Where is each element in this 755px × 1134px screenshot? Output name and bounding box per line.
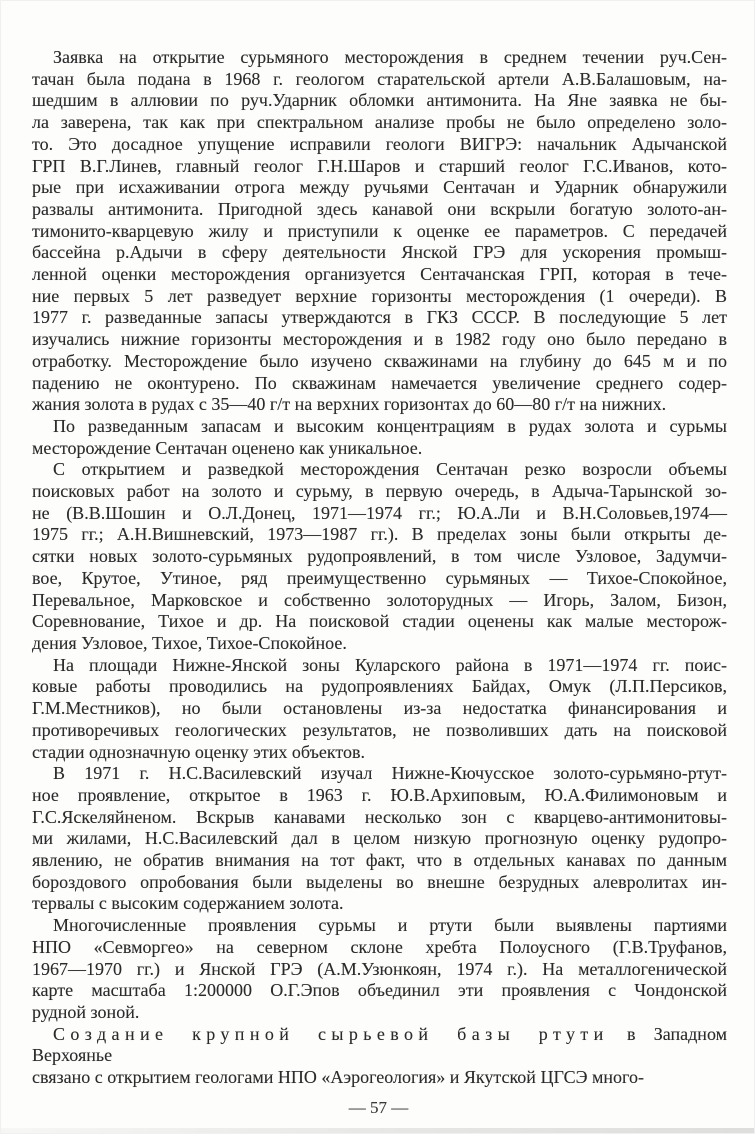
text-line: дения Узловое, Тихое, Тихое-Спокойное. bbox=[32, 632, 347, 653]
paragraph bbox=[32, 655, 727, 764]
text-line: ла заверена, так как при спектральном анализе пробы не было определено золо- bbox=[32, 112, 727, 133]
text-line: Перевальное, Марковское и собственно золоторудных — Игорь, Залом, Бизон, bbox=[32, 589, 727, 610]
text-line: НПО «Севморгео» на северном склоне хребта Полоусного (Г.В.Труфанов, bbox=[32, 936, 727, 957]
text-line: тачан была подана в 1968 г. геологом старательской артели А.В.Балашовым, на- bbox=[32, 68, 727, 89]
letterspaced-text: Создание крупной сырьевой базы ртути bbox=[53, 1023, 609, 1044]
text-line: ми жилами, Н.С.Василевский дал в целом низкую прогнозную оценку рудопро- bbox=[32, 828, 727, 849]
text-line: рудной зоной. bbox=[32, 1001, 140, 1022]
text-line: ние первых 5 лет разведует верхние горизонты месторождения (1 очереди). В bbox=[32, 285, 727, 306]
text-line: то. Это досадное упущение исправили геологи ВИГРЭ: начальник Адычанской bbox=[32, 133, 727, 154]
paragraph bbox=[32, 47, 727, 416]
text-line: Многочисленные проявления сурьмы и ртути были выявлены партиями bbox=[53, 915, 727, 936]
text-line: карте масштаба 1:200000 О.Г.Эпов объединил эти проявления с Чондонской bbox=[32, 980, 727, 1001]
text-line: 1967—1970 гг.) и Янской ГРЭ (А.М.Узюнкоян, 1974 г.). На металлогенической bbox=[32, 958, 727, 979]
paragraph bbox=[32, 416, 727, 459]
page-number: — 57 — bbox=[348, 1097, 409, 1117]
text-line: поисковых работ на золото и сурьму, в первую очередь, в Адыча-Тарынской зо- bbox=[32, 481, 727, 502]
text-line: противоречивых геологических результатов, не позволивших дать на поисковой bbox=[32, 719, 727, 740]
text-line: На площади Нижне-Янской зоны Куларского района в 1971—1974 гг. поис- bbox=[53, 654, 727, 675]
text-line: тимонито-кварцевую жилу и приступили к оценке ее параметров. С передачей bbox=[32, 220, 727, 241]
text-line: Г.С.Яскеляйненом. Вскрыв канавами несколько зон с кварцево-антимонитовы- bbox=[32, 806, 727, 827]
text-line: ное проявление, открытое в 1963 г. Ю.В.Архиповым, Ю.А.Филимоновым и bbox=[32, 784, 727, 805]
text-line: шедшим в аллювии по руч.Ударник обломки антимонита. На Яне заявка не бы- bbox=[32, 90, 727, 111]
text-line: сятки новых золото-сурьмяных рудопроявлений, в том числе Узловое, Задумчи- bbox=[32, 546, 727, 567]
text-line: тервалы с высоким содержанием золота. bbox=[32, 893, 344, 914]
text-line: Соревнование, Тихое и др. На поисковой стадии оценены как малые месторож- bbox=[32, 611, 727, 632]
text-line: По разведанным запасам и высоким концентрациям в рудах золота и сурьмы bbox=[53, 415, 727, 436]
text-line: бороздового опробования были выделены во внешне безрудных алевролитах ин- bbox=[32, 871, 727, 892]
page-text bbox=[32, 47, 727, 1089]
text-line: ковые работы проводились на рудопроявлениях Байдах, Омук (Л.П.Персиков, bbox=[32, 676, 727, 697]
text-line: падению не оконтурено. По скважинам намечается увеличение среднего содер- bbox=[32, 372, 727, 393]
text-line: не (В.В.Шошин и О.Л.Донец, 1971—1974 гг.; Ю.А.Ли и В.Н.Соловьев,1974— bbox=[32, 502, 727, 523]
text-line: месторождение Сентачан оценено как уникальное. bbox=[32, 437, 423, 458]
plain-text: в Западном Верхоянье bbox=[32, 1023, 727, 1066]
text-line: ленной оценки месторождения организуется Сентачанская ГРП, которая в тече- bbox=[32, 264, 727, 285]
text-line: развалы антимонита. Пригодной здесь канавой они вскрыли богатую золото-ан- bbox=[32, 198, 727, 219]
text-line: 1975 гг.; А.Н.Вишневский, 1973—1987 гг.). В пределах зоны были открыты де- bbox=[32, 524, 727, 545]
text-line: связано с открытием геологами НПО «Аэрогеология» и Якутской ЦГСЭ много- bbox=[32, 1067, 644, 1088]
text-line: стадии однозначную оценку этих объектов. bbox=[32, 741, 366, 762]
text-line: бассейна р.Адычи в сферу деятельности Янской ГРЭ для ускорения промыш- bbox=[32, 242, 727, 263]
text-line: рые при исхаживании отрога между ручьями Сентачан и Ударник обнаружили bbox=[32, 177, 727, 198]
text-line: В 1971 г. Н.С.Василевский изучал Нижне-Кючусское золото-сурьмяно-ртут- bbox=[53, 763, 727, 784]
text-line: изучались нижние горизонты месторождения и в 1982 году оно было передано в bbox=[32, 329, 727, 350]
text-line: явлению, не обратив внимания на тот факт, что в отдельных канавах по данным bbox=[32, 850, 727, 871]
paragraph bbox=[32, 1024, 727, 1089]
text-line bbox=[32, 1024, 727, 1067]
text-line: 1977 г. разведанные запасы утверждаются в ГКЗ СССР. В последующие 5 лет bbox=[32, 307, 727, 328]
text-line: жания золота в рудах с 35—40 г/т на верхних горизонтах до 60—80 г/т на нижних. bbox=[32, 394, 667, 415]
text-line: ГРП В.Г.Линев, главный геолог Г.Н.Шаров и старший геолог Г.С.Иванов, кото- bbox=[32, 155, 727, 176]
paragraph bbox=[32, 763, 727, 915]
text-line: С открытием и разведкой месторождения Сентачан резко возросли объемы bbox=[53, 459, 727, 480]
text-line: вое, Крутое, Утиное, ряд преимущественно сурьмяных — Тихое-Спокойное, bbox=[32, 567, 727, 588]
text-line: Г.М.Местников), но были остановлены из-за недостатка финансирования и bbox=[32, 698, 727, 719]
text-line: Заявка на открытие сурьмяного месторождения в среднем течении руч.Сен- bbox=[53, 47, 727, 67]
text-line: отработку. Месторождение было изучено скважинами на глубину до 645 м и по bbox=[32, 350, 727, 371]
paragraph bbox=[32, 915, 727, 1024]
paragraph bbox=[32, 459, 727, 654]
